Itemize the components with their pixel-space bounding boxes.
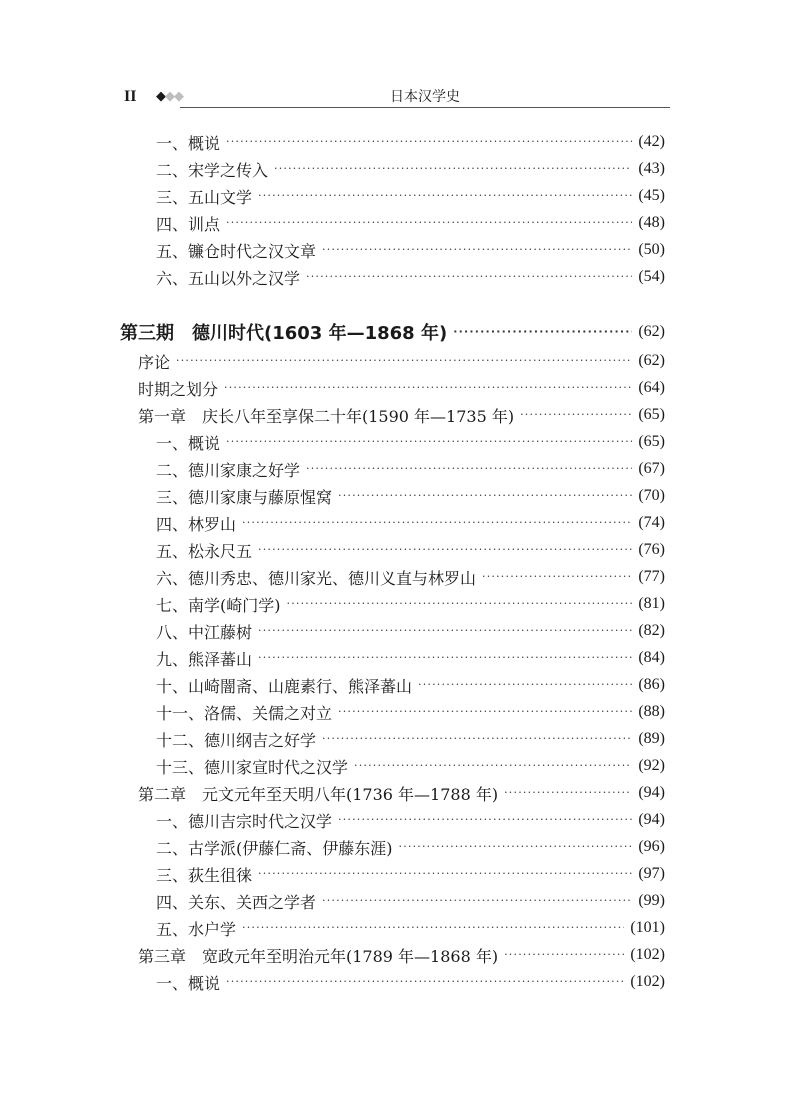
toc-leader-dots [399, 835, 633, 859]
toc-entry-page: (84) [638, 649, 665, 666]
toc-section-entry [156, 727, 665, 751]
toc-entry-page: (50) [638, 241, 665, 258]
toc-section-entry [156, 619, 665, 643]
toc-entry-label: 二、宋学之传入 [156, 160, 269, 180]
toc-leader-dots [226, 970, 624, 994]
toc-section-entry [156, 754, 665, 778]
toc-leader-dots [306, 265, 632, 289]
toc-section-entry [156, 238, 665, 262]
toc-entry-label: 时期之划分 [138, 379, 219, 399]
toc-entry-page: (82) [638, 622, 665, 639]
toc-entry-label: 一、概说 [156, 133, 221, 153]
toc-chapter-entry [138, 376, 665, 400]
toc-entry-label: 六、德川秀忠、德川家光、德川义直与林罗山 [156, 568, 477, 588]
toc-section-entry [156, 457, 665, 481]
toc-entry-page: (92) [638, 757, 665, 774]
toc-section-entry [156, 511, 665, 535]
toc-entry-label: 第三期 德川时代(1603 年—1868 年) [120, 323, 448, 344]
toc-leader-dots [504, 781, 632, 805]
page-number: II [124, 88, 137, 105]
toc-entry-label: 二、古学派(伊藤仁斋、伊藤东涯) [156, 838, 393, 858]
toc-section-entry [156, 430, 665, 454]
toc-entry-label: 三、德川家康与藤原惺窝 [156, 487, 333, 507]
toc-entry-label: 五、松永尺五 [156, 541, 253, 561]
toc-entry-label: 第三章 宽政元年至明治元年(1789 年—1868 年) [138, 946, 499, 966]
toc-entry-page: (101) [630, 919, 665, 936]
toc-section-entry [156, 130, 665, 154]
toc-entry-page: (81) [638, 595, 665, 612]
toc-section-entry [156, 538, 665, 562]
toc-section-entry [156, 862, 665, 886]
toc-leader-dots [226, 130, 632, 154]
toc-entry-page: (94) [638, 784, 665, 801]
toc-entry-label: 一、德川吉宗时代之汉学 [156, 811, 333, 831]
toc-leader-dots [306, 457, 632, 481]
toc-entry-page: (65) [638, 406, 665, 423]
toc-section-entry [156, 673, 665, 697]
toc-entry-page: (86) [638, 676, 665, 693]
toc-section-entry [156, 592, 665, 616]
toc-entry-page: (48) [638, 214, 665, 231]
toc-leader-dots [224, 376, 632, 400]
toc-entry-label: 八、中江藤树 [156, 622, 253, 642]
toc-leader-dots [226, 430, 632, 454]
toc-entry-label: 四、林罗山 [156, 514, 237, 534]
toc-section-entry [156, 970, 665, 994]
toc-entry-page: (102) [630, 973, 665, 990]
toc-entry-label: 六、五山以外之汉学 [156, 268, 301, 288]
toc-section-entry [156, 835, 665, 859]
toc-entry-page: (97) [638, 865, 665, 882]
toc-entry-label: 五、镰仓时代之汉文章 [156, 241, 317, 261]
toc-entry-label: 第一章 庆长八年至享保二十年(1590 年—1735 年) [138, 406, 515, 426]
toc-entry-label: 五、水户学 [156, 919, 237, 939]
toc-entry-page: (96) [638, 838, 665, 855]
toc-entry-label: 十、山崎闇斋、山鹿素行、熊泽蕃山 [156, 676, 413, 696]
toc-leader-dots [322, 889, 632, 913]
toc-entry-page: (43) [638, 160, 665, 177]
toc-entry-page: (70) [638, 487, 665, 504]
toc-leader-dots [258, 184, 632, 208]
toc-section-entry [156, 700, 665, 724]
toc-entry-label: 序论 [138, 352, 171, 372]
toc-entry-label: 一、概说 [156, 433, 221, 453]
toc-section-entry [156, 157, 665, 181]
toc-leader-dots [258, 538, 632, 562]
toc-leader-dots [504, 943, 624, 967]
toc-entry-label: 十一、洛儒、关儒之对立 [156, 703, 333, 723]
toc-section-entry [156, 565, 665, 589]
toc-section-entry [156, 265, 665, 289]
toc-leader-dots [482, 565, 632, 589]
toc-entry-page: (89) [638, 730, 665, 747]
toc-leader-dots [520, 403, 632, 427]
page-header [120, 86, 670, 110]
toc-leader-dots [242, 511, 632, 535]
toc-entry-label: 九、熊泽蕃山 [156, 649, 253, 669]
toc-leader-dots [274, 157, 632, 181]
toc-leader-dots [338, 808, 632, 832]
toc-entry-label: 四、关东、关西之学者 [156, 892, 317, 912]
toc-leader-dots [258, 862, 632, 886]
toc-leader-dots [322, 727, 632, 751]
toc-entry-page: (42) [638, 133, 665, 150]
toc-entry-page: (77) [638, 568, 665, 585]
toc-entry-label: 一、概说 [156, 973, 221, 993]
toc-chapter-entry [138, 781, 665, 805]
toc-entry-page: (65) [638, 433, 665, 450]
toc-section-entry [156, 889, 665, 913]
toc-chapter-entry [138, 943, 665, 967]
toc-entry-label: 七、南学(崎门学) [156, 595, 281, 615]
toc-entry-label: 三、五山文学 [156, 187, 253, 207]
toc-period-entry [120, 320, 665, 344]
toc-chapter-entry [138, 349, 665, 373]
toc-entry-page: (102) [630, 946, 665, 963]
diamond-ornament-icon: ◆◆◆ [156, 89, 183, 104]
toc-entry-page: (94) [638, 811, 665, 828]
toc-entry-page: (88) [638, 703, 665, 720]
toc-entry-label: 十三、德川家宣时代之汉学 [156, 757, 349, 777]
toc-section-entry [156, 916, 665, 940]
toc-entry-page: (62) [638, 323, 665, 340]
toc-leader-dots [322, 238, 632, 262]
toc-section-entry [156, 184, 665, 208]
toc-entry-page: (74) [638, 514, 665, 531]
toc-section-entry [156, 211, 665, 235]
toc-section-entry [156, 808, 665, 832]
toc-entry-page: (64) [638, 379, 665, 396]
toc-leader-dots [226, 211, 632, 235]
toc-leader-dots [287, 592, 633, 616]
toc-entry-page: (76) [638, 541, 665, 558]
header-rule [180, 107, 670, 108]
toc-leader-dots [258, 619, 632, 643]
toc-entry-page: (99) [638, 892, 665, 909]
toc-leader-dots [176, 349, 632, 373]
toc-section-entry [156, 646, 665, 670]
toc-entry-page: (67) [638, 460, 665, 477]
toc-leader-dots [258, 646, 632, 670]
toc-entry-label: 四、训点 [156, 214, 221, 234]
toc-chapter-entry [138, 403, 665, 427]
toc-entry-label: 二、德川家康之好学 [156, 460, 301, 480]
toc-leader-dots [453, 320, 632, 344]
book-title: 日本汉学史 [390, 89, 460, 105]
toc-entry-label: 三、荻生徂徕 [156, 865, 253, 885]
toc-leader-dots [354, 754, 632, 778]
toc-entry-label: 第二章 元文元年至天明八年(1736 年—1788 年) [138, 784, 499, 804]
toc-leader-dots [418, 673, 632, 697]
toc-section-entry [156, 484, 665, 508]
toc-entry-label: 十二、德川纲吉之好学 [156, 730, 317, 750]
toc-leader-dots [242, 916, 624, 940]
toc-entry-page: (45) [638, 187, 665, 204]
toc-leader-dots [338, 484, 632, 508]
toc-entry-page: (62) [638, 352, 665, 369]
toc-leader-dots [338, 700, 632, 724]
toc-entry-page: (54) [638, 268, 665, 285]
